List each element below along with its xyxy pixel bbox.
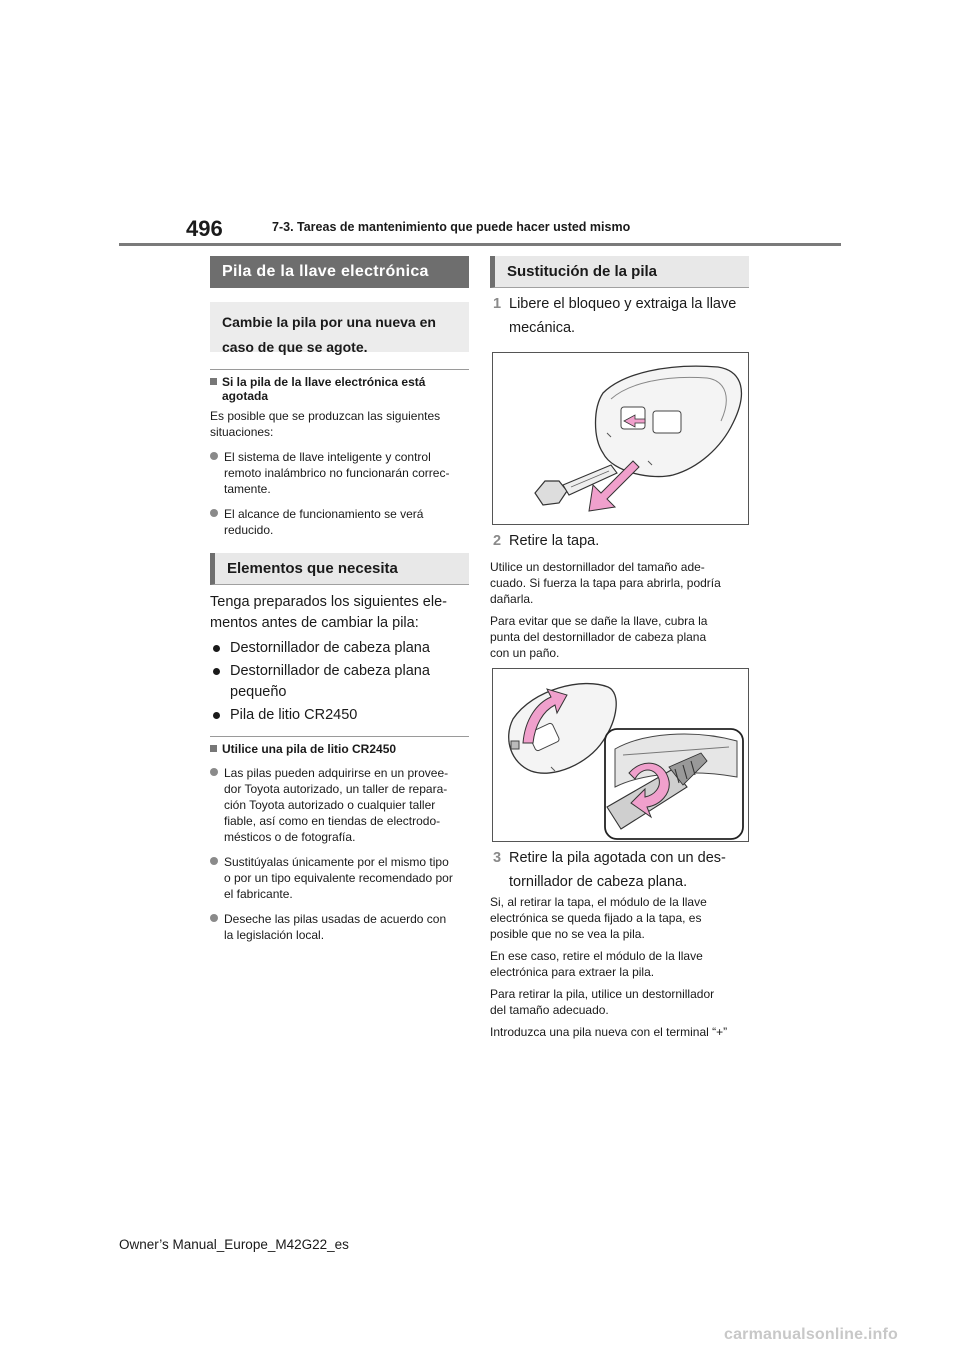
note: En ese caso, retire el módulo de la llave electrónica para extraer la pila. bbox=[490, 949, 703, 979]
section-header: 7-3. Tareas de mantenimiento que puede hacer usted mismo bbox=[272, 220, 631, 234]
title-battery-replacement: Sustitución de la pila bbox=[490, 256, 749, 288]
note: Utilice un destornillador del tamaño ade- cuado. Si fuerza la tapa para abrirla, podría dañarla. bbox=[490, 560, 721, 606]
note: Si, al retirar la tapa, el módulo de la llave electrónica se queda fijado a la tapa, es posible que no se vea la pila. bbox=[490, 895, 707, 941]
sub-heading: Utilice una pila de litio CR2450 bbox=[210, 742, 472, 756]
step-2: 2 Retire la tapa. bbox=[493, 533, 600, 549]
sub-heading: Si la pila de la llave electrónica está agotada bbox=[210, 375, 470, 403]
list-item: Las pilas pueden adquirirse en un provee- dor Toyota autorizado, un taller de repara- ción Toyota autorizado o cualquier taller fiable, así como en tiendas de electrodo- mésticos o de fotografía. bbox=[210, 765, 472, 845]
bullet-icon bbox=[213, 712, 220, 719]
key-fob-figure bbox=[492, 352, 749, 525]
divider bbox=[210, 369, 469, 370]
section-battery-dead bbox=[210, 375, 470, 538]
bullet-icon bbox=[210, 452, 218, 460]
step-3-notes bbox=[490, 894, 752, 1040]
list-item: El sistema de llave inteligente y control remoto inalámbrico no funcionarán correc- tamente. bbox=[210, 449, 470, 497]
note: Para evitar que se dañe la llave, cubra la punta del destornillador de cabeza plana con un paño. bbox=[490, 614, 708, 660]
bullet-icon bbox=[210, 509, 218, 517]
step-3: 3 Retire la pila agotada con un des- tornillador de cabeza plana. bbox=[493, 850, 726, 890]
list-item: Pila de litio CR2450 bbox=[210, 705, 472, 726]
step-2-notes bbox=[490, 559, 752, 661]
cover-removal-illustration bbox=[493, 669, 748, 841]
step-1: 1 Libere el bloqueo y extraiga la llave mecánica. bbox=[493, 296, 737, 336]
summary-line: Cambie la pila por una nueva en bbox=[222, 314, 436, 330]
items-intro: Tenga preparados los siguientes ele- mentos antes de cambiar la pila: bbox=[210, 594, 447, 631]
bullet-icon bbox=[210, 768, 218, 776]
list-item: El alcance de funcionamiento se verá reducido. bbox=[210, 506, 470, 538]
note: Para retirar la pila, utilice un destornillador del tamaño adecuado. bbox=[490, 987, 715, 1017]
note: Introduzca una pila nueva con el terminal “+” bbox=[490, 1025, 728, 1039]
main-title: Pila de la llave electrónica bbox=[210, 256, 469, 288]
footer-text: Owner’s Manual_Europe_M42G22_es bbox=[119, 1237, 349, 1252]
section-battery-type bbox=[210, 742, 472, 943]
summary-line: caso de que se agote. bbox=[222, 339, 368, 355]
items-needed bbox=[210, 592, 472, 726]
cover-removal-figure bbox=[492, 668, 749, 842]
title-items-needed: Elementos que necesita bbox=[210, 553, 469, 585]
list-item: Destornillador de cabeza plana bbox=[210, 638, 472, 659]
square-bullet-icon bbox=[210, 745, 217, 752]
bullet-icon bbox=[210, 914, 218, 922]
header-rule bbox=[119, 243, 841, 246]
intro-text: Es posible que se produzcan las siguientes situaciones: bbox=[210, 409, 441, 439]
bullet-icon bbox=[210, 857, 218, 865]
bullet-icon bbox=[213, 668, 220, 675]
list-item: Sustitúyalas únicamente por el mismo tipo o por un tipo equivalente recomendado por el fabricante. bbox=[210, 854, 472, 902]
list-item: Destornillador de cabeza plana pequeño bbox=[210, 661, 472, 703]
key-fob-illustration bbox=[493, 353, 748, 524]
square-bullet-icon bbox=[210, 378, 217, 385]
bullet-icon bbox=[213, 645, 220, 652]
page-number: 496 bbox=[186, 216, 223, 241]
watermark: carmanualsonline.info bbox=[723, 1326, 898, 1343]
list-item: Deseche las pilas usadas de acuerdo con la legislación local. bbox=[210, 911, 472, 943]
summary-box bbox=[210, 302, 469, 355]
divider bbox=[210, 736, 469, 737]
